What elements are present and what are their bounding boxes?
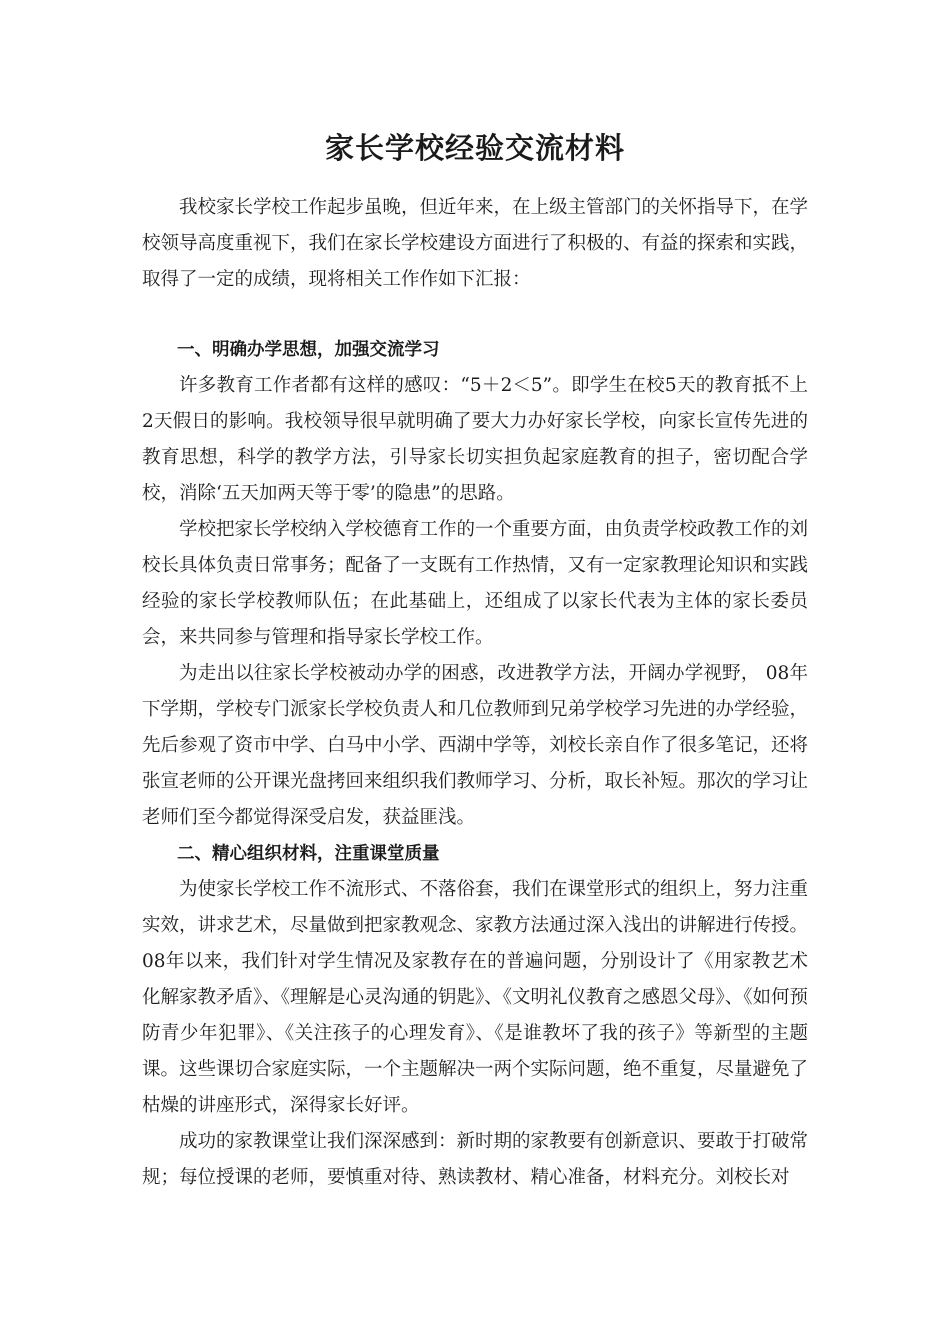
document-title: 家长学校经验交流材料 [324,131,625,165]
intro-paragraph: 我校家长学校工作起步虽晚，但近年来，在上级主管部门的关怀指导下，在学校领导高度重视下，我们在家长学校建设方面进行了积极的、有益的探索和实践，取得了一定的成绩，现将相关工作作如下汇报： [142,197,809,290]
section-2-heading: 二、精心组织材料，注重课堂质量 [177,844,440,864]
section-1-heading: 一、明确办学思想，加强交流学习 [177,340,440,360]
section-1-paragraph: 学校把家长学校纳入学校德育工作的一个重要方面，由负责学校政教工作的刘校长具体负责日常事务；配备了一支既有工作热情，又有一定家教理论知识和实践经验的家长学校教师队伍；在此基础上，还组成了以家长代表为主体的家长委员会，来共同参与管理和指导家长学校工作。 [142,519,809,648]
section-2-paragraph: 为使家长学校工作不流形式、不落俗套，我们在课堂形式的组织上，努力注重实效，讲求艺术，尽量做到把家教观念、家教方法通过深入浅出的讲解进行传授。08年以来，我们针对学生情况及家教存在的普遍问题，分别设计了《用家教艺术化解家教矛盾》、《理解是心灵沟通的钥匙》、《文明礼仪教育之感恩父母》、《如何预防青少年犯罪》、《关注孩子的心理发育》、《是谁教坏了我的孩子》等新型的主题课。这些课切合家庭实际，一个主题解决一两个实际问题，绝不重复，尽量避免了枯燥的讲座形式，深得家长好评。 [142,879,809,1116]
section-1-paragraph: 许多教育工作者都有这样的感叹：“5＋2＜5”。即学生在校5天的教育抵不上2天假日的影响。我校领导很早就明确了要大力办好家长学校，向家长宣传先进的教育思想，科学的教学方法，引导家长切实担负起家庭教育的担子，密切配合学校，消除‘五天加两天等于零’的隐患”的思路。 [142,375,808,504]
section-2-paragraph: 成功的家教课堂让我们深深感到：新时期的家教要有创新意识、要敢于打破常规；每位授课的老师，要慎重对待、熟读教材、精心准备，材料充分。刘校长对 [142,1131,809,1188]
document-body [142,190,808,1196]
section-1-paragraph: 为走出以往家长学校被动办学的困惑，改进教学方法，开阔办学视野， 08年下学期，学校专门派家长学校负责人和几位教师到兄弟学校学习先进的办学经验，先后参观了资市中学、白马中小学、西湖中学等，刘校长亲自作了很多笔记，还将张宣老师的公开课光盘拷回来组织我们教师学习、分析，取长补短。那次的学习让老师们至今都觉得深受启发，获益匪浅。 [142,663,809,828]
